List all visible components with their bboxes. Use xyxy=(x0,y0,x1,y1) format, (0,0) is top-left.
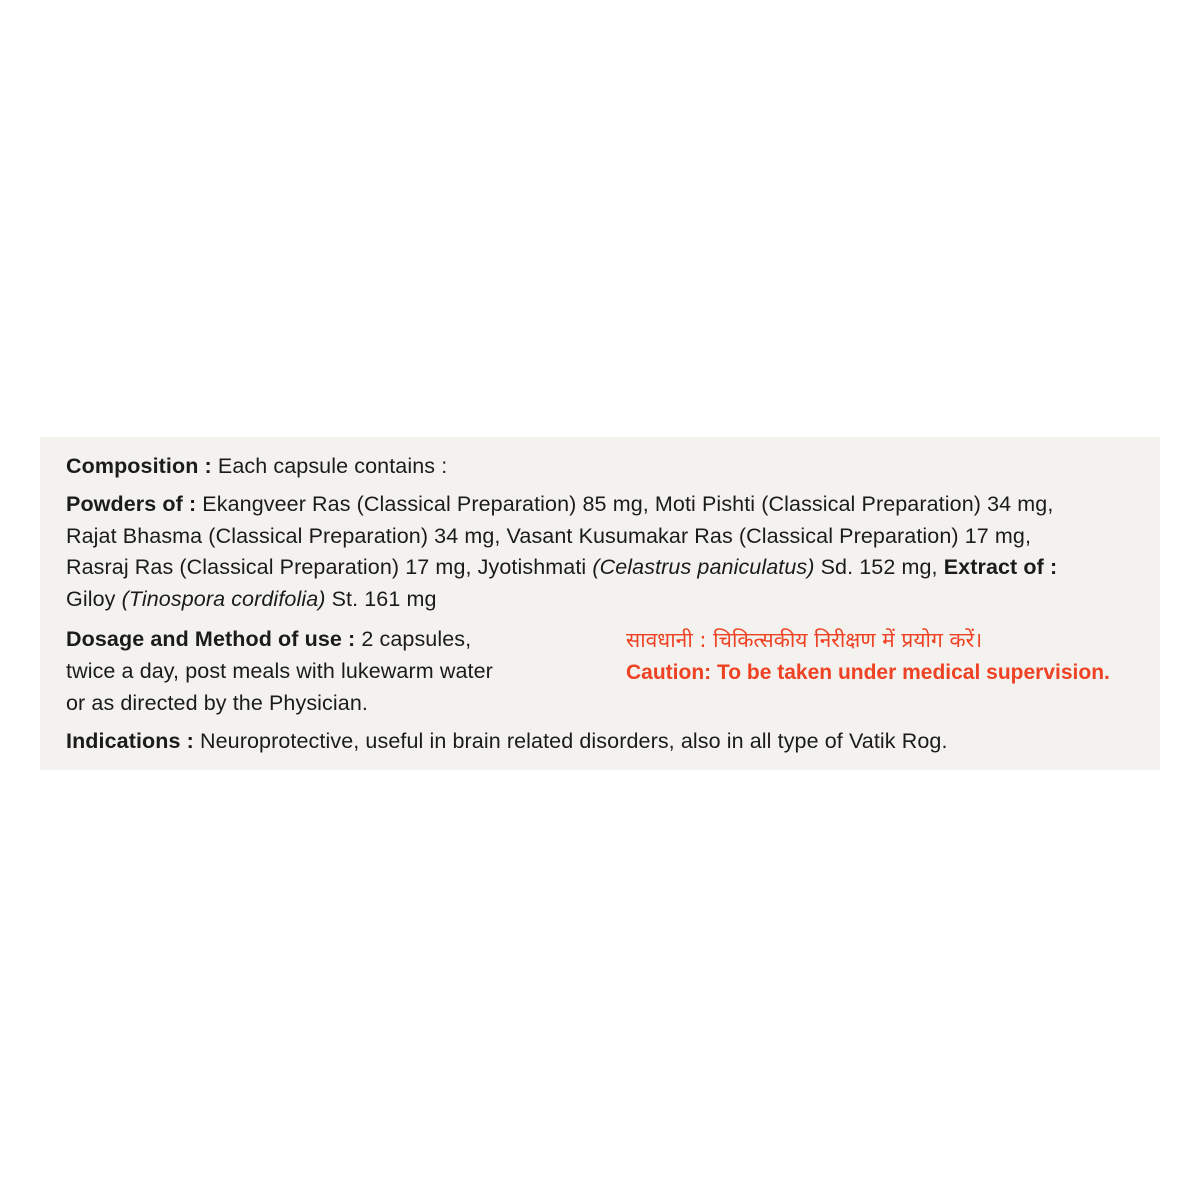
powders-line-1 xyxy=(66,489,1134,521)
caution-block xyxy=(626,624,1134,688)
powders-line-2-text: Rajat Bhasma (Classical Preparation) 34 mg, Vasant Kusumakar Ras (Classical Preparation) 17 mg, xyxy=(66,523,1032,548)
caution-english-text: Caution: To be taken under medical supervision. xyxy=(626,660,1110,684)
composition-heading: Composition : xyxy=(66,454,212,478)
powders-line-4-botanical: (Tinospora cordifolia) xyxy=(121,587,326,612)
powders-line-2 xyxy=(66,521,1134,553)
dosage-line-2: twice a day, post meals with lukewarm water xyxy=(66,658,493,683)
indications-text: Neuroprotective, useful in brain related disorders, also in all type of Vatik Rog. xyxy=(193,728,948,753)
dosage-line-1-text: 2 capsules, xyxy=(355,627,472,652)
powders-heading: Powders of : xyxy=(66,491,197,516)
powders-line-1-text: Ekangveer Ras (Classical Preparation) 85 mg, Moti Pishti (Classical Preparation) 34 mg, xyxy=(202,491,1054,516)
dosage-block xyxy=(66,624,626,719)
dosage-heading: Dosage and Method of use : xyxy=(66,627,356,652)
powders-line-4 xyxy=(66,584,1134,616)
indications-line xyxy=(66,726,1134,758)
powders-line-3-a: Rasraj Ras (Classical Preparation) 17 mg, Jyotishmati xyxy=(66,555,593,580)
dosage-line-3: or as directed by the Physician. xyxy=(66,690,368,715)
powders-line-4-b: St. 161 mg xyxy=(325,587,437,612)
label-panel xyxy=(40,437,1160,770)
powders-line-3 xyxy=(66,552,1134,584)
dosage-caution-row xyxy=(66,624,1134,719)
caution-hindi-text: सावधानी : चिकित्सकीय निरीक्षण में प्रयोग करें। xyxy=(626,628,983,653)
composition-line xyxy=(66,451,1134,483)
extract-of-heading: Extract of : xyxy=(943,555,1058,580)
composition-subheading: Each capsule contains : xyxy=(217,454,448,478)
powders-line-3-botanical: (Celastrus paniculatus) xyxy=(592,555,815,580)
powders-block xyxy=(66,489,1134,616)
indications-heading: Indications : xyxy=(66,728,194,753)
powders-line-4-a: Giloy xyxy=(66,587,122,612)
powders-line-3-b: Sd. 152 mg, xyxy=(814,555,944,580)
dosage-line-1 xyxy=(66,624,626,656)
